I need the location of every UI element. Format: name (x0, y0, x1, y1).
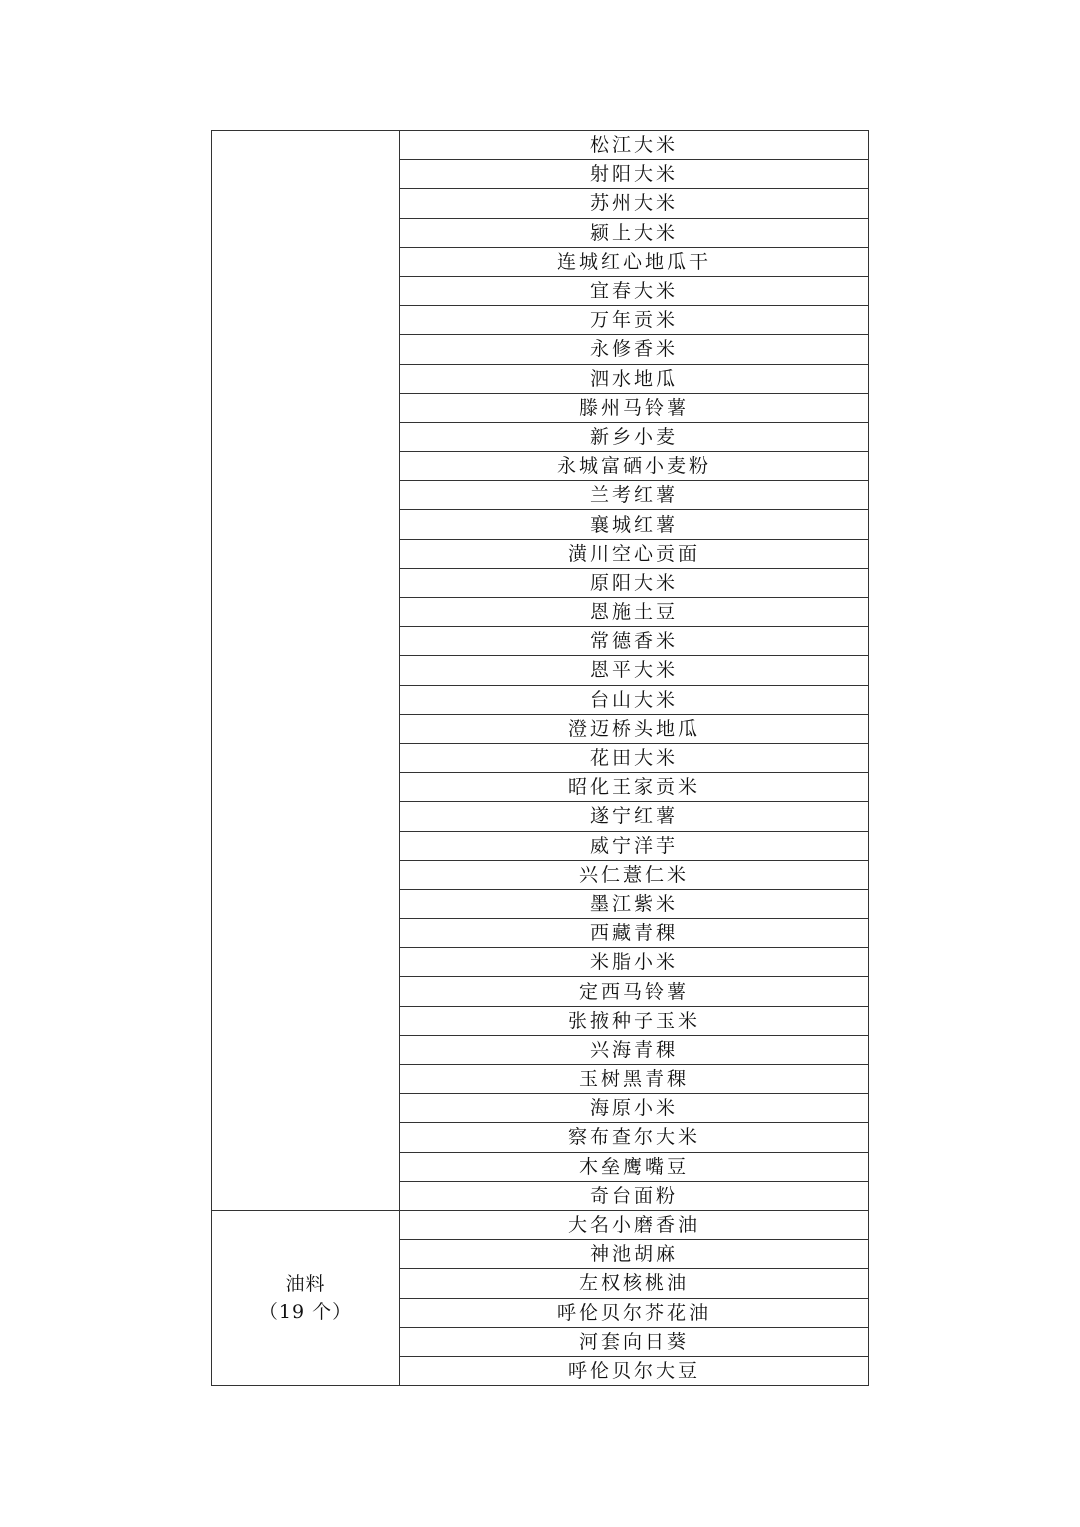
product-name-cell: 神池胡麻 (400, 1240, 869, 1269)
product-name-cell: 墨江紫米 (400, 889, 869, 918)
product-name-cell: 察布查尔大米 (400, 1123, 869, 1152)
product-name-cell: 颍上大米 (400, 218, 869, 247)
product-name-cell: 兰考红薯 (400, 481, 869, 510)
product-name-cell: 潢川空心贡面 (400, 539, 869, 568)
product-name-cell: 原阳大米 (400, 568, 869, 597)
product-name-cell: 永修香米 (400, 335, 869, 364)
product-name-cell: 泗水地瓜 (400, 364, 869, 393)
product-name-cell: 左权核桃油 (400, 1269, 869, 1298)
product-name-cell: 滕州马铃薯 (400, 393, 869, 422)
product-name-cell: 呼伦贝尔芥花油 (400, 1298, 869, 1327)
product-name-cell: 万年贡米 (400, 306, 869, 335)
product-name-cell: 兴海青稞 (400, 1035, 869, 1064)
product-name-cell: 大名小磨香油 (400, 1210, 869, 1239)
product-name-cell: 遂宁红薯 (400, 802, 869, 831)
product-name-cell: 常德香米 (400, 627, 869, 656)
product-name-cell: 呼伦贝尔大豆 (400, 1356, 869, 1385)
product-name-cell: 射阳大米 (400, 160, 869, 189)
product-name-cell: 苏州大米 (400, 189, 869, 218)
product-name-cell: 澄迈桥头地瓜 (400, 714, 869, 743)
product-list-table (211, 130, 869, 1386)
product-name-cell: 松江大米 (400, 131, 869, 160)
product-name-cell: 新乡小麦 (400, 422, 869, 451)
table-body (212, 131, 869, 1386)
product-name-cell: 花田大米 (400, 743, 869, 772)
product-name-cell: 宜春大米 (400, 276, 869, 305)
product-name-cell: 连城红心地瓜干 (400, 247, 869, 276)
product-name-cell: 海原小米 (400, 1094, 869, 1123)
category-cell (212, 131, 400, 1211)
product-name-cell: 木垒鹰嘴豆 (400, 1152, 869, 1181)
product-name-cell: 定西马铃薯 (400, 977, 869, 1006)
table-row (212, 131, 869, 160)
product-name-cell: 河套向日葵 (400, 1327, 869, 1356)
product-name-cell: 威宁洋芋 (400, 831, 869, 860)
product-name-cell: 昭化王家贡米 (400, 773, 869, 802)
table-row (212, 1210, 869, 1239)
product-name-cell: 张掖种子玉米 (400, 1006, 869, 1035)
product-name-cell: 襄城红薯 (400, 510, 869, 539)
category-count: （19 个） (258, 1301, 353, 1323)
product-name-cell: 恩平大米 (400, 656, 869, 685)
product-name-cell: 奇台面粉 (400, 1181, 869, 1210)
product-name-cell: 台山大米 (400, 685, 869, 714)
category-cell (212, 1210, 400, 1385)
product-name-cell: 恩施土豆 (400, 598, 869, 627)
product-name-cell: 玉树黑青稞 (400, 1065, 869, 1094)
product-name-cell: 米脂小米 (400, 948, 869, 977)
product-name-cell: 兴仁薏仁米 (400, 860, 869, 889)
product-name-cell: 永城富硒小麦粉 (400, 452, 869, 481)
category-name: 油料 (285, 1273, 326, 1295)
product-name-cell: 西藏青稞 (400, 919, 869, 948)
